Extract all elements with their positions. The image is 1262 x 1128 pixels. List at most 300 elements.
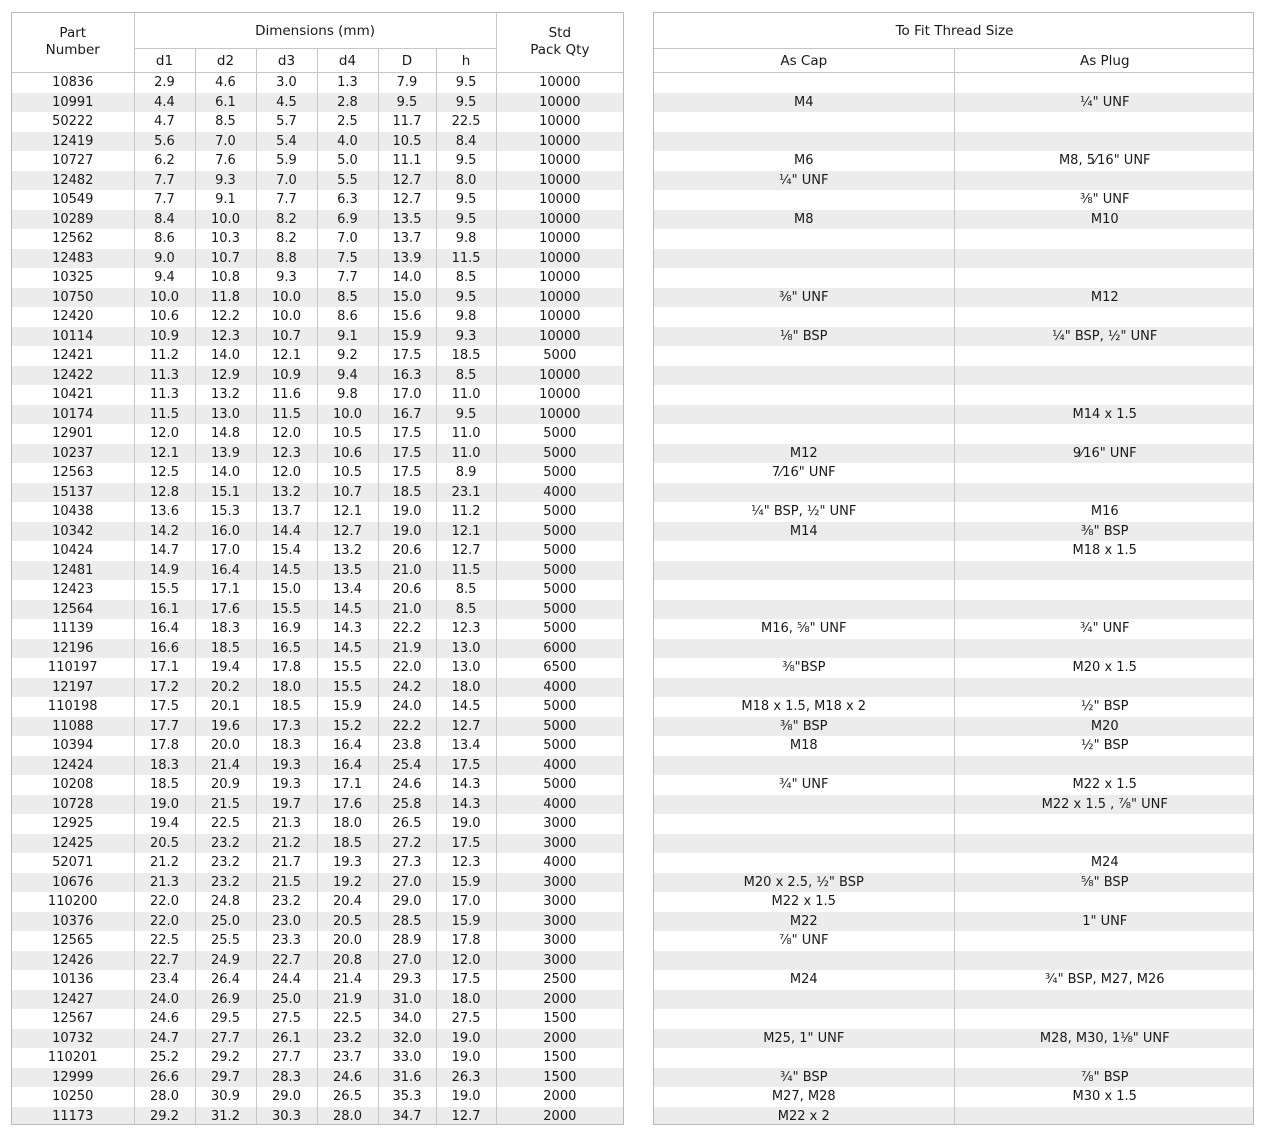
thread-row [654, 73, 1254, 93]
cell-part: 52071 [52, 855, 94, 870]
cell-part: 12424 [12, 756, 134, 776]
thread-row [654, 190, 1254, 210]
table-row [12, 834, 623, 854]
cell-d4: 2.5 [317, 112, 378, 132]
table-row [12, 366, 623, 386]
cell-h: 9.5 [436, 190, 496, 210]
cell-part: 10289 [12, 210, 134, 230]
thread-row [654, 112, 1254, 132]
table-row [12, 502, 623, 522]
cell-d1: 22.0 [134, 912, 195, 932]
cell-as-cap [654, 483, 954, 503]
thread-row [654, 717, 1254, 737]
cell-d2: 25.5 [195, 931, 256, 951]
thread-row [654, 171, 1254, 191]
cell-as-plug: M20 x 1.5 [954, 658, 1254, 678]
cell-h: 15.9 [436, 873, 496, 893]
table-row [12, 229, 623, 249]
cell-d4: 19.2 [317, 873, 378, 893]
cell-as-plug: M24 [954, 853, 1254, 873]
cell-qty: 10000 [496, 307, 623, 327]
cell-as-plug [954, 483, 1254, 503]
cell-d2: 13.2 [195, 385, 256, 405]
cell-as-cap: M27, M28 [771, 1089, 836, 1104]
cell-outer-d: 12.7 [378, 171, 436, 191]
cell-outer-d: 24.0 [378, 697, 436, 717]
cell-d2: 10.7 [195, 249, 256, 269]
cell-outer-d: 17.5 [378, 444, 436, 464]
cell-h: 12.7 [436, 1107, 496, 1126]
cell-as-cap [654, 795, 954, 815]
cell-h: 18.5 [436, 346, 496, 366]
cell-qty: 10000 [496, 190, 623, 210]
cell-as-cap [654, 73, 954, 93]
table-row [12, 268, 623, 288]
cell-d1: 21.3 [134, 873, 195, 893]
thread-row [654, 853, 1254, 873]
cell-as-cap [654, 268, 954, 288]
cell-as-cap: M18 x 1.5, M18 x 2 [741, 699, 867, 714]
cell-h: 8.0 [436, 171, 496, 191]
cell-part: 10114 [12, 327, 134, 347]
table-row [12, 1087, 623, 1107]
cell-d4: 24.6 [317, 1068, 378, 1088]
cell-part: 10549 [52, 192, 94, 207]
cell-as-cap: ⅛" BSP [654, 327, 954, 347]
cell-qty: 5000 [496, 561, 623, 581]
cell-d4: 10.0 [317, 405, 378, 425]
cell-d3: 14.5 [256, 561, 317, 581]
cell-d4: 20.5 [317, 912, 378, 932]
cell-d2: 12.2 [195, 307, 256, 327]
cell-d2: 11.8 [195, 288, 256, 308]
thread-row [654, 327, 1254, 347]
cell-d3: 5.7 [256, 112, 317, 132]
cell-outer-d: 20.6 [378, 580, 436, 600]
cell-h: 17.5 [436, 970, 496, 990]
table-row [12, 658, 623, 678]
cell-h: 12.3 [436, 619, 496, 639]
cell-d4: 10.5 [317, 424, 378, 444]
cell-outer-d: 22.2 [378, 619, 436, 639]
table-row [12, 424, 623, 444]
cell-qty: 4000 [496, 853, 623, 873]
cell-d1: 22.7 [134, 951, 195, 971]
cell-d1: 28.0 [134, 1087, 195, 1107]
table-row [12, 1068, 623, 1088]
dim-col-header-d3: d3 [256, 49, 317, 73]
table-row [12, 795, 623, 815]
cell-as-cap [654, 112, 954, 132]
cell-qty: 5000 [496, 600, 623, 620]
cell-as-cap: 7⁄16" UNF [771, 465, 836, 480]
as-plug-header: As Plug [954, 49, 1254, 73]
std-header-line2: Pack Qty [530, 42, 590, 58]
thread-row [654, 444, 1254, 464]
cell-as-plug: M8, 5⁄16" UNF [954, 151, 1254, 171]
table-row [12, 873, 623, 893]
cell-part: 12421 [52, 348, 94, 363]
cell-d1: 22.5 [134, 931, 195, 951]
cell-d2: 14.0 [195, 463, 256, 483]
cell-d2: 7.6 [195, 151, 256, 171]
cell-part: 10376 [12, 912, 134, 932]
cell-as-cap [654, 229, 954, 249]
table-row [12, 736, 623, 756]
cell-d4: 4.0 [317, 132, 378, 152]
table-row [12, 970, 623, 990]
cell-qty: 10000 [496, 405, 623, 425]
cell-d4: 17.6 [317, 795, 378, 815]
cell-as-cap: M25, 1" UNF [654, 1029, 954, 1049]
cell-as-plug: M22 x 1.5 [954, 775, 1254, 795]
cell-h: 19.0 [436, 814, 496, 834]
cell-as-cap [654, 385, 954, 405]
dim-col-header-d: D [378, 49, 436, 73]
cell-h: 9.5 [436, 93, 496, 113]
cell-d1: 25.2 [134, 1048, 195, 1068]
cell-outer-d: 25.4 [378, 756, 436, 776]
cell-d1: 17.2 [134, 678, 195, 698]
cell-qty: 5000 [496, 346, 623, 366]
thread-row [654, 229, 1254, 249]
cell-qty: 3000 [496, 912, 623, 932]
cell-d1: 19.0 [134, 795, 195, 815]
thread-row [654, 151, 1254, 171]
cell-d2: 24.9 [195, 951, 256, 971]
table-row [12, 600, 623, 620]
table-row [12, 814, 623, 834]
cell-as-cap [654, 756, 954, 776]
cell-d1: 10.9 [134, 327, 195, 347]
cell-h: 9.5 [436, 73, 496, 93]
cell-as-cap: ¾" UNF [779, 777, 829, 792]
table-row [12, 1029, 623, 1049]
cell-d2: 24.8 [195, 892, 256, 912]
table-row [12, 73, 623, 93]
cell-outer-d: 21.0 [378, 600, 436, 620]
cell-as-cap: M4 [654, 93, 954, 113]
cell-d4: 9.8 [317, 385, 378, 405]
cell-h: 19.0 [436, 1029, 496, 1049]
cell-as-cap: M22 [654, 912, 954, 932]
cell-d4: 23.7 [317, 1048, 378, 1068]
cell-qty: 3000 [496, 814, 623, 834]
cell-qty: 3000 [496, 873, 623, 893]
cell-part: 12427 [12, 990, 134, 1010]
table-row [12, 775, 623, 795]
cell-as-cap: M8 [654, 210, 954, 230]
cell-part: 110197 [47, 660, 98, 675]
thread-row [654, 795, 1254, 815]
cell-d4: 28.0 [317, 1107, 378, 1126]
cell-d1: 11.3 [134, 366, 195, 386]
cell-qty: 10000 [496, 151, 623, 171]
thread-row [654, 697, 1254, 717]
cell-part: 12901 [52, 426, 94, 441]
cell-outer-d: 28.5 [378, 912, 436, 932]
cell-d4: 13.5 [317, 561, 378, 581]
table-row [12, 151, 623, 171]
table-row [12, 93, 623, 113]
cell-d2: 8.5 [195, 112, 256, 132]
cell-d1: 12.8 [134, 483, 195, 503]
cell-d2: 14.8 [195, 424, 256, 444]
cell-part: 12426 [12, 951, 134, 971]
cell-outer-d: 11.1 [378, 151, 436, 171]
thread-row [654, 522, 1254, 542]
thread-row [654, 405, 1254, 425]
cell-qty: 3000 [496, 931, 623, 951]
cell-part: 11173 [12, 1107, 134, 1126]
cell-d4: 21.9 [317, 990, 378, 1010]
cell-d4: 13.4 [317, 580, 378, 600]
cell-d2: 20.9 [195, 775, 256, 795]
thread-row [654, 1068, 1254, 1088]
cell-outer-d: 34.0 [378, 1009, 436, 1029]
cell-d3: 17.3 [256, 717, 317, 737]
cell-h: 17.8 [436, 931, 496, 951]
cell-d2: 13.9 [195, 444, 256, 464]
thread-row [654, 678, 1254, 698]
cell-as-plug: M28, M30, 1⅛" UNF [954, 1029, 1254, 1049]
cell-qty: 10000 [496, 132, 623, 152]
cell-d1: 24.6 [134, 1009, 195, 1029]
cell-h: 19.0 [436, 1087, 496, 1107]
cell-qty: 5000 [496, 541, 623, 561]
cell-outer-d: 24.6 [378, 775, 436, 795]
cell-as-plug: M12 [954, 288, 1254, 308]
cell-h: 11.2 [436, 502, 496, 522]
table-row [12, 892, 623, 912]
cell-part: 50222 [52, 114, 94, 129]
cell-d3: 7.0 [256, 171, 317, 191]
cell-d3: 13.7 [256, 502, 317, 522]
cell-d2: 20.2 [195, 678, 256, 698]
thread-row [654, 288, 1254, 308]
thread-row [654, 561, 1254, 581]
dimensions-table [12, 13, 623, 1125]
cell-as-plug [954, 112, 1254, 132]
cell-d3: 23.2 [256, 892, 317, 912]
cell-d1: 12.5 [134, 463, 195, 483]
cell-d3: 26.1 [256, 1029, 317, 1049]
table-row [12, 697, 623, 717]
cell-d3: 19.3 [256, 756, 317, 776]
cell-qty: 5000 [496, 736, 623, 756]
cell-as-plug [954, 639, 1254, 659]
cell-part: 12925 [52, 816, 94, 831]
cell-d1: 29.2 [134, 1107, 195, 1126]
cell-as-cap [654, 1048, 954, 1068]
cell-outer-d: 33.0 [378, 1048, 436, 1068]
cell-d2: 30.9 [195, 1087, 256, 1107]
cell-h: 14.3 [436, 795, 496, 815]
cell-d4: 26.5 [317, 1087, 378, 1107]
cell-qty: 1500 [496, 1068, 623, 1088]
cell-d3: 10.7 [256, 327, 317, 347]
cell-as-plug: 9⁄16" UNF [954, 444, 1254, 464]
cell-d2: 29.2 [195, 1048, 256, 1068]
cell-qty: 10000 [496, 366, 623, 386]
cell-outer-d: 14.0 [378, 268, 436, 288]
cell-as-plug: ¼" UNF [954, 93, 1254, 113]
cell-d3: 30.3 [256, 1107, 317, 1126]
cell-part: 110200 [47, 894, 98, 909]
cell-d1: 21.2 [134, 853, 195, 873]
cell-as-cap [654, 132, 954, 152]
cell-d3: 8.2 [256, 210, 317, 230]
cell-as-plug [954, 990, 1254, 1010]
table-row [12, 756, 623, 776]
thread-row [654, 385, 1254, 405]
cell-d3: 5.4 [256, 132, 317, 152]
cell-qty: 1500 [496, 1009, 623, 1029]
cell-as-plug [954, 1048, 1254, 1068]
cell-outer-d: 17.5 [378, 463, 436, 483]
cell-d2: 26.9 [195, 990, 256, 1010]
cell-d4: 14.3 [317, 619, 378, 639]
cell-qty: 5000 [496, 619, 623, 639]
cell-d1: 14.2 [134, 522, 195, 542]
cell-d4: 9.4 [317, 366, 378, 386]
cell-h: 8.9 [436, 463, 496, 483]
table-row [12, 385, 623, 405]
cell-as-plug [954, 834, 1254, 854]
cell-as-plug [954, 580, 1254, 600]
cell-as-plug: ½" BSP [954, 697, 1254, 717]
cell-qty: 10000 [496, 171, 623, 191]
cell-as-plug [954, 561, 1254, 581]
cell-d4: 22.5 [317, 1009, 378, 1029]
cell-as-cap: M22 x 1.5 [771, 894, 836, 909]
cell-part: 12567 [52, 1011, 94, 1026]
cell-qty: 10000 [496, 229, 623, 249]
thread-row [654, 951, 1254, 971]
cell-as-plug [954, 73, 1254, 93]
cell-d4: 15.5 [317, 678, 378, 698]
cell-d3: 14.4 [256, 522, 317, 542]
thread-row [654, 736, 1254, 756]
part-number-header [12, 13, 134, 73]
thread-row [654, 210, 1254, 230]
cell-d4: 5.5 [317, 171, 378, 191]
table-row [12, 639, 623, 659]
cell-h: 8.5 [436, 580, 496, 600]
cell-qty: 10000 [496, 249, 623, 269]
thread-size-header: To Fit Thread Size [654, 13, 1254, 49]
cell-d4: 8.5 [317, 288, 378, 308]
cell-h: 11.0 [436, 424, 496, 444]
thread-row [654, 463, 1254, 483]
cell-d4: 12.7 [317, 522, 378, 542]
table-row [12, 561, 623, 581]
cell-qty: 2000 [496, 1107, 623, 1126]
thread-row [654, 424, 1254, 444]
cell-part: 10237 [12, 444, 134, 464]
cell-d3: 21.5 [256, 873, 317, 893]
cell-d1: 2.9 [134, 73, 195, 93]
cell-part: 110198 [47, 699, 98, 714]
cell-outer-d: 17.0 [378, 385, 436, 405]
cell-outer-d: 16.7 [378, 405, 436, 425]
cell-d2: 17.6 [195, 600, 256, 620]
cell-as-cap [654, 190, 954, 210]
cell-qty: 5000 [496, 463, 623, 483]
cell-d3: 11.5 [256, 405, 317, 425]
cell-d2: 4.6 [195, 73, 256, 93]
cell-qty: 10000 [496, 288, 623, 308]
cell-as-plug: ¾" UNF [954, 619, 1254, 639]
cell-d2: 27.7 [195, 1029, 256, 1049]
cell-d2: 12.9 [195, 366, 256, 386]
cell-outer-d: 29.3 [378, 970, 436, 990]
cell-outer-d: 22.2 [378, 717, 436, 737]
cell-as-plug [954, 424, 1254, 444]
cell-as-plug [954, 346, 1254, 366]
cell-d2: 23.2 [195, 834, 256, 854]
cell-part: 12482 [12, 171, 134, 191]
thread-row [654, 1087, 1254, 1107]
cell-as-plug: M18 x 1.5 [954, 541, 1254, 561]
cell-as-plug [954, 814, 1254, 834]
cell-part: 11088 [12, 717, 134, 737]
thread-row [654, 873, 1254, 893]
cell-d2: 22.5 [195, 814, 256, 834]
cell-d2: 19.6 [195, 717, 256, 737]
thread-row [654, 268, 1254, 288]
thread-row [654, 307, 1254, 327]
cell-h: 11.5 [436, 249, 496, 269]
cell-as-cap: ⅜" BSP [654, 717, 954, 737]
cell-qty: 6500 [496, 658, 623, 678]
cell-d1: 26.6 [134, 1068, 195, 1088]
table-row [12, 346, 623, 366]
cell-part: 10728 [12, 795, 134, 815]
table-row [12, 112, 623, 132]
cell-as-cap: ¼" UNF [654, 171, 954, 191]
cell-as-cap [654, 405, 954, 425]
cell-d1: 17.1 [134, 658, 195, 678]
cell-outer-d: 10.5 [378, 132, 436, 152]
cell-as-cap: M16, ⅝" UNF [761, 621, 847, 636]
thread-row [654, 366, 1254, 386]
table-row [12, 541, 623, 561]
cell-qty: 4000 [496, 678, 623, 698]
cell-outer-d: 27.0 [378, 873, 436, 893]
cell-as-plug: M10 [954, 210, 1254, 230]
cell-d2: 13.0 [195, 405, 256, 425]
table-row [12, 853, 623, 873]
cell-as-plug: ⅜" UNF [954, 190, 1254, 210]
cell-part: 10991 [12, 93, 134, 113]
cell-d4: 21.4 [317, 970, 378, 990]
table-row [12, 405, 623, 425]
cell-d1: 24.7 [134, 1029, 195, 1049]
cell-d4: 12.1 [317, 502, 378, 522]
cell-part: 12419 [12, 132, 134, 152]
cell-outer-d: 12.7 [378, 190, 436, 210]
thread-row [654, 1029, 1254, 1049]
cell-d2: 15.1 [195, 483, 256, 503]
cell-qty: 5000 [496, 717, 623, 737]
thread-row [654, 1048, 1254, 1068]
thread-row [654, 756, 1254, 776]
cell-d4: 7.5 [317, 249, 378, 269]
cell-d3: 27.7 [256, 1048, 317, 1068]
cell-h: 18.0 [436, 990, 496, 1010]
cell-part: 12483 [12, 249, 134, 269]
